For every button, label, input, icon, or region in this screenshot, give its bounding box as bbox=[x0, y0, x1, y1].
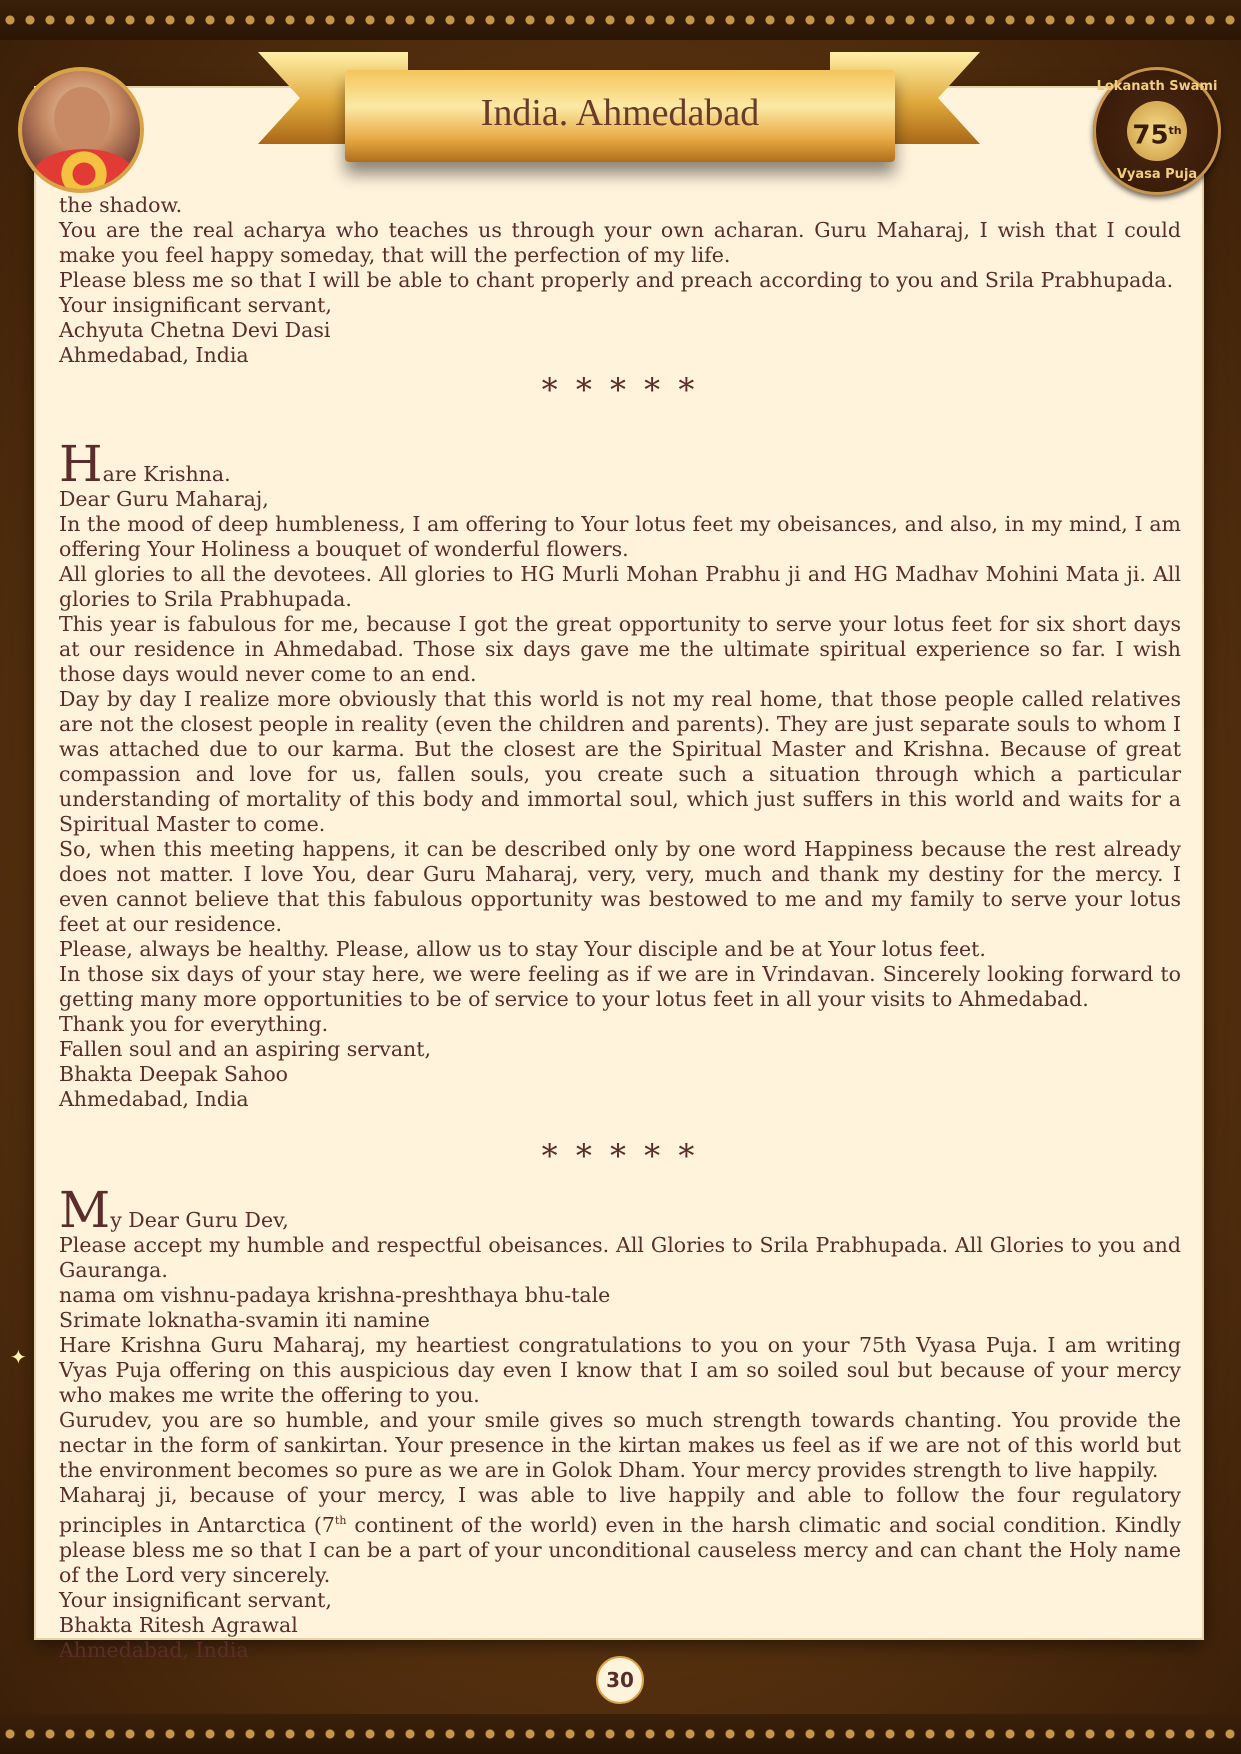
portrait-garland bbox=[34, 149, 134, 193]
letter3-location: Ahmedabad, India bbox=[59, 1637, 249, 1662]
page-title: India. Ahmedabad bbox=[480, 92, 760, 134]
sparkle-icon: ✦ bbox=[10, 1345, 27, 1369]
letter2-paragraph: All glories to all the devotees. All glories to HG Murli Mohan Prabhu ji and HG Madhav Mohini Mata ji. All glories to Srila Prabhupada. bbox=[59, 562, 1181, 611]
letter1-location: Ahmedabad, India bbox=[59, 343, 249, 367]
seal-bottom-text: Vyasa Puja bbox=[1116, 167, 1198, 182]
letter3-paragraph bbox=[59, 1483, 1181, 1588]
letter2-paragraph: This year is fabulous for me, because I got the great opportunity to serve your lotus feet for six short days at our residence in Ahmedabad. Those six days gave me the ultimate spiritual experience so far. I wish those days would never come to an end. bbox=[59, 612, 1181, 686]
letters-body bbox=[59, 193, 1181, 1663]
letter3-paragraph: Gurudev, you are so humble, and your smile gives so much strength towards chanting. You provide the nectar in the form of sankirtan. Your presence in the kirtan makes us feel as if we are not of this world but the environment becomes so pure as we are in Golok Dham. Your mercy provides strength to live happily. bbox=[59, 1408, 1181, 1482]
letter1-signature: Achyuta Chetna Devi Dasi bbox=[59, 318, 331, 342]
letter2-dropcap: H bbox=[59, 435, 103, 493]
letter2-first-line: are Krishna. bbox=[102, 462, 231, 486]
letter3-opening bbox=[59, 1181, 1181, 1239]
seal-number-value: 75 bbox=[1132, 120, 1169, 151]
letter2-location: Ahmedabad, India bbox=[59, 1087, 249, 1111]
letter2-paragraph: Day by day I realize more obviously that this world is not my real home, that those people called relatives are not the closest people in reality (even the children and parents). They are just separate souls to whom I was attached due to our karma. But the closest are the Spiritual Master and Krishna. Because of great compassion and love for us, fallen souls, you create such a situation through which a particular understanding of mortality of this body and immortal soul, which just suffers in this world and waits for a Spiritual Master to come. bbox=[59, 687, 1181, 836]
letter3-paragraph: Hare Krishna Guru Maharaj, my heartiest congratulations to you on your 75th Vyasa Puja. I am writing Vyas Puja offering on this auspicious day even I know that I am so soiled soul but because of your mercy who makes me write the offering to you. bbox=[59, 1333, 1181, 1407]
letter2-paragraph: So, when this meeting happens, it can be described only by one word Happiness because the rest already does not matter. I love You, dear Guru Maharaj, very, very, much and thank my destiny for the mercy. I even cannot believe that this fabulous opportunity was bestowed to me and my family to serve your lotus feet at our residence. bbox=[59, 837, 1181, 936]
seal-top-text: Lokanath Swami bbox=[1096, 79, 1218, 94]
letter3-signature: Bhakta Ritesh Agrawal bbox=[59, 1612, 298, 1637]
letter3-paragraph: Your insignificant servant, bbox=[59, 1587, 332, 1612]
letter1-line: You are the real acharya who teaches us through your own acharan. Guru Maharaj, I wish that I could make you feel happy someday, that will the perfection of my life. bbox=[59, 218, 1181, 267]
letter3-paragraph: Srimate loknatha-svamin iti namine bbox=[59, 1308, 430, 1332]
letter2-paragraph: Dear Guru Maharaj, bbox=[59, 487, 269, 511]
letter3-paragraph: nama om vishnu-padaya krishna-preshthaya bhu-tale bbox=[59, 1283, 611, 1307]
letter3-antarctica-before: Maharaj ji, because of your mercy, I was able to live happily and able to follow the four regulatory principles in Antarctica (7 bbox=[59, 1483, 1181, 1537]
letter3-first-line: y Dear Guru Dev, bbox=[110, 1208, 289, 1232]
letter1-line: Please bless me so that I will be able to chant properly and preach according to you and Srila Prabhupada. bbox=[59, 268, 1174, 292]
separator-stars: * * * * * bbox=[541, 1137, 699, 1175]
top-border bbox=[0, 0, 1241, 40]
letter3-antarctica-sup: th bbox=[334, 1514, 347, 1527]
letter2-paragraph: In those six days of your stay here, we were feeling as if we are in Vrindavan. Sincerely looking forward to getting many more opportunities to be of service to your lotus feet in all your visits to Ahmedabad. bbox=[59, 962, 1181, 1011]
page-number: 30 bbox=[596, 1656, 644, 1704]
letter2-opening bbox=[59, 435, 1181, 493]
letter3-antarctica-after: continent of the world) even in the harsh climatic and social condition. Kindly please bless me so that I can be a part of your unconditional causeless mercy and can chant the Holy name of the Lord very sincerely. bbox=[59, 1512, 1181, 1587]
guru-portrait-avatar bbox=[18, 67, 144, 193]
separator-stars: * * * * * bbox=[541, 371, 699, 409]
letter2-paragraph: Thank you for everything. bbox=[59, 1012, 329, 1036]
portrait-head bbox=[54, 87, 110, 151]
letter2-paragraph: Please, always be healthy. Please, allow us to stay Your disciple and be at Your lotus feet. bbox=[59, 937, 986, 961]
seal-number-sup: th bbox=[1168, 124, 1182, 137]
letter3-dropcap: M bbox=[59, 1181, 111, 1239]
letter3-paragraph: Please accept my humble and respectful obeisances. All Glories to Srila Prabhupada. All Glories to you and Gauranga. bbox=[59, 1233, 1181, 1282]
bottom-border bbox=[0, 1714, 1241, 1754]
seal-number bbox=[1127, 101, 1187, 161]
letter2-paragraph: In the mood of deep humbleness, I am offering to Your lotus feet my obeisances, and also, in my mind, I am offering Your Holiness a bouquet of wonderful flowers. bbox=[59, 512, 1181, 561]
letter2-paragraph: Fallen soul and an aspiring servant, bbox=[59, 1037, 431, 1061]
letter1-line: Your insignificant servant, bbox=[59, 293, 332, 317]
letter1-line: the shadow. bbox=[59, 193, 183, 217]
letter2-signature: Bhakta Deepak Sahoo bbox=[59, 1062, 289, 1086]
vyasa-puja-75-seal bbox=[1093, 67, 1221, 195]
